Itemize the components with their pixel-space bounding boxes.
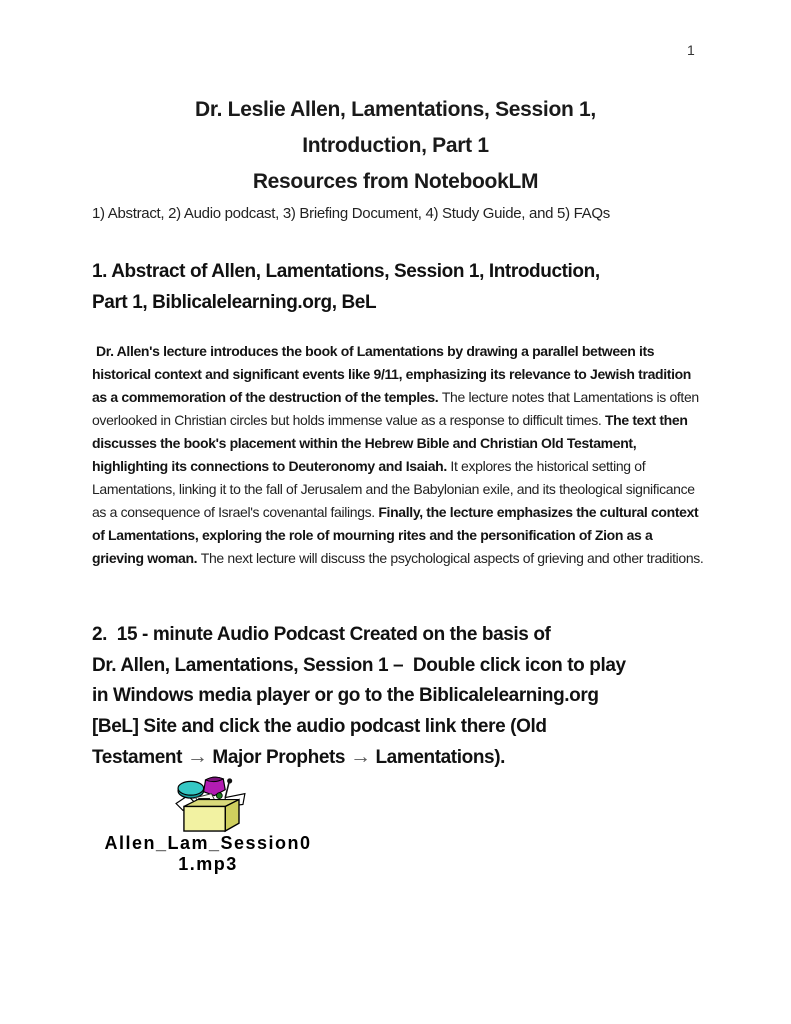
section-1-heading-line-2: Part 1, Biblicalelearning.org, BeL [92,292,377,313]
section-1-heading [92,256,600,318]
abstract-bold-run: Dr. Allen's lecture introduces the book of Lamentations by drawing a parallel between its historical context and significant events like 9/11, emphasizing its relevance to Jewish tradition as a commemoration of the destruction of the temples. [92,343,692,405]
abstract-paragraph [92,340,706,570]
right-arrow-icon: → [349,745,371,768]
section-2-heading-line: in Windows media player or go to the Biblicalelearning.org [92,685,599,706]
resources-list-line: 1) Abstract, 2) Audio podcast, 3) Briefing Document, 4) Study Guide, and 5) FAQs [92,205,610,222]
audio-file-name-line-2[interactable]: 1.mp3 [178,854,238,874]
page-number: 1 [687,42,695,58]
abstract-bold-run: Finally, the lecture emphasizes the cultural context of Lamentations, exploring the role of mourning rites and the personification of Zion as a grieving woman. [92,504,699,566]
section-2-heading-line: Dr. Allen, Lamentations, Session 1 – Double click icon to play [92,654,626,676]
abstract-text-run: The next lecture will discuss the psychological aspects of grieving and other traditions. [200,550,704,566]
title-line-1: Dr. Leslie Allen, Lamentations, Session 1, [195,98,596,121]
section-2-heading [92,620,626,774]
abstract-bold-run: The text then discusses the book's placement within the Hebrew Bible and Christian Old Testament, highlighting its connections to Deuteronomy and Isaiah. [92,412,688,474]
abstract-text-run: The lecture notes that Lamentations is often overlooked in Christian circles but holds immense value as a response to difficult times. [92,389,699,428]
right-arrow-icon: → [186,745,208,768]
media-clip-icon[interactable] [167,774,252,833]
section-2-heading-line: 2. 15 - minute Audio Podcast Created on the basis of [92,624,551,645]
abstract-text-run: It explores the historical setting of Lamentations, linking it to the fall of Jerusalem and the Babylonian exile, and its theological significance as a consequence of Israel's covenantal failings. [92,458,695,520]
section-2-heading-line: Testament → Major Prophets → Lamentations). [92,745,505,768]
section-1-heading-line-1: 1. Abstract of Allen, Lamentations, Session 1, Introduction, [92,261,600,282]
section-2-heading-line: [BeL] Site and click the audio podcast link there (Old [92,715,547,737]
title-line-2: Introduction, Part 1 [302,134,489,157]
audio-file-name[interactable] [58,833,358,875]
title-line-3: Resources from NotebookLM [252,170,539,193]
audio-file-name-line-1[interactable]: Allen_Lam_Session0 [104,833,312,853]
document-title [92,92,699,200]
